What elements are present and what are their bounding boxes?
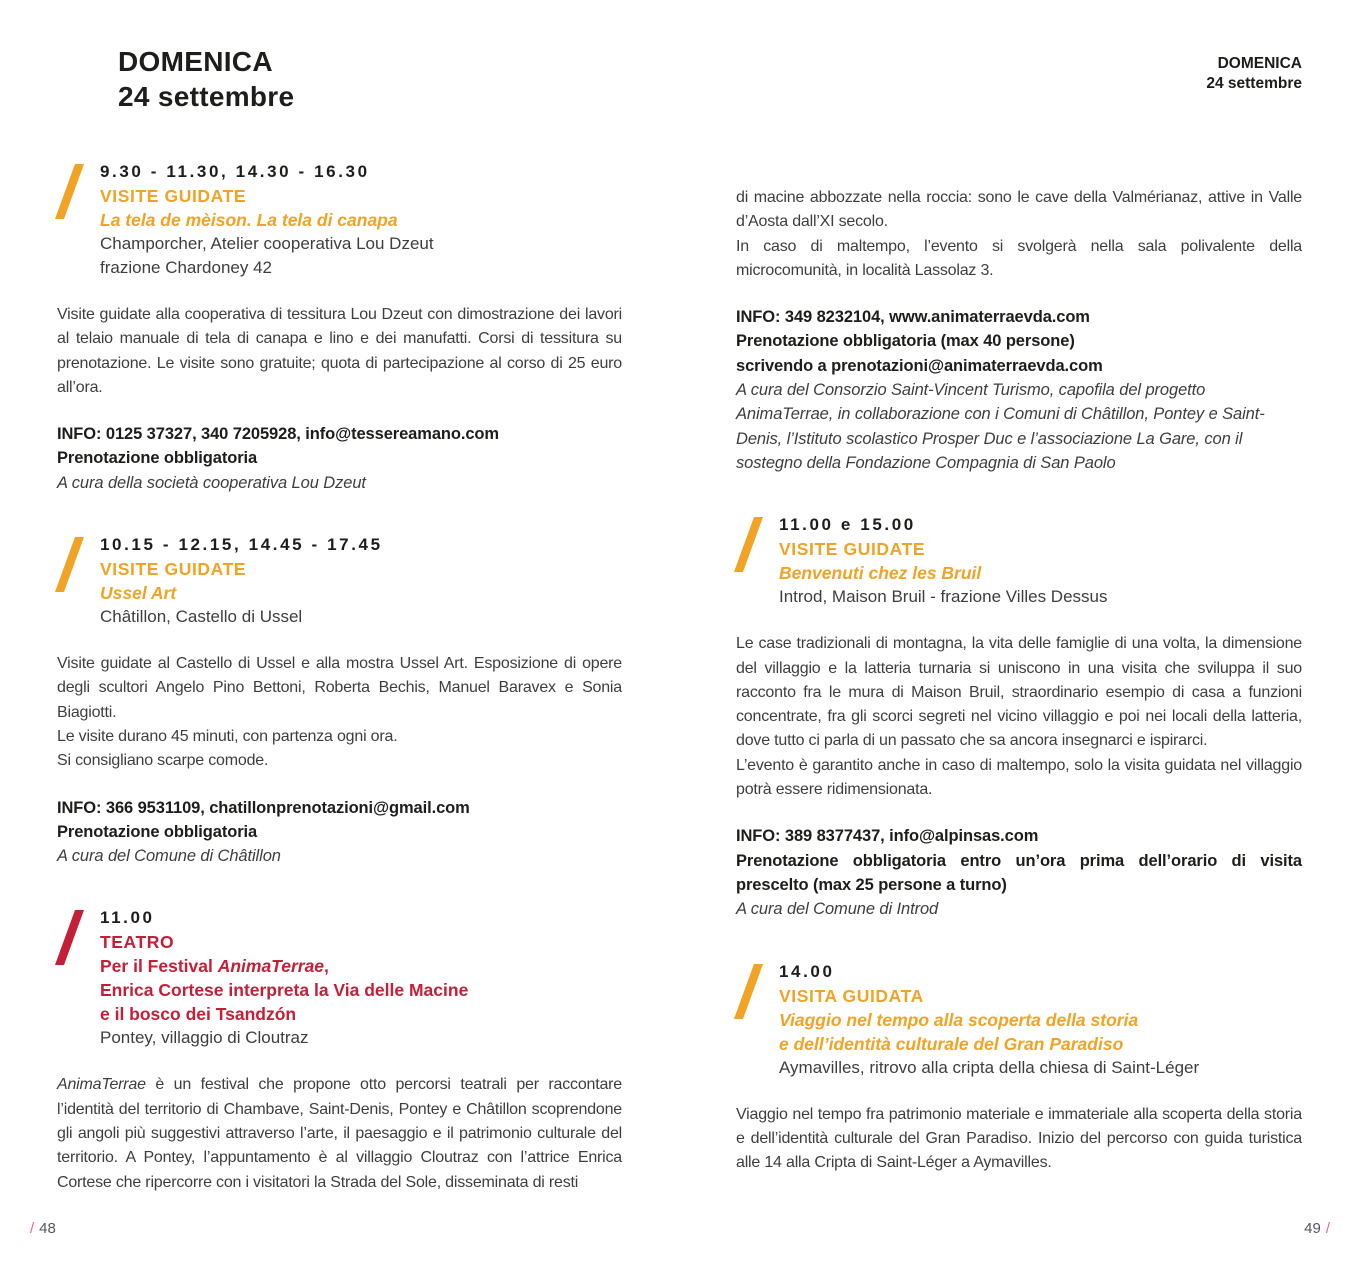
event-location-line: Châtillon, Castello di Ussel: [100, 607, 303, 627]
info-bold-line: INFO: 0125 37327, 340 7205928, info@tessereamano.com: [57, 425, 499, 444]
running-head-day: DOMENICA: [1217, 55, 1302, 72]
info-credit-line: A cura del Comune di Introd: [736, 900, 939, 919]
paragraph-block: [736, 186, 1302, 283]
page-number-left: [30, 1219, 56, 1239]
page-number-right-value: 49: [1304, 1220, 1321, 1237]
event-category: VISITA GUIDATA: [779, 985, 924, 1006]
page-number-right: [1304, 1219, 1330, 1239]
event-title-line: [100, 978, 622, 1002]
page-title-day: DOMENICA: [118, 46, 273, 77]
paragraph-segment: [736, 186, 1302, 235]
info-bold-line: Prenotazione obbligatoria entro un’ora prima dell’orario di visita prescelto (max 25 persone a turno): [736, 851, 1302, 894]
slash-icon: [734, 517, 763, 572]
event-time: 9.30 - 11.30, 14.30 - 16.30: [100, 162, 370, 181]
info-bold-line: scrivendo a prenotazioni@animaterraevda.com: [736, 356, 1103, 375]
info-bold-line: Prenotazione obbligatoria (max 40 persone): [736, 332, 1075, 351]
text-run: Viaggio nel tempo alla scoperta della storia: [779, 1009, 1139, 1030]
event-block: [57, 906, 622, 1050]
info-block: [57, 422, 622, 495]
paragraph-block: [736, 1103, 1302, 1176]
paragraph-segment: [57, 725, 622, 749]
event-category: VISITE GUIDATE: [779, 539, 926, 560]
paragraph-segment: [57, 652, 622, 725]
text-run: ,: [324, 956, 329, 977]
paragraph-segment: [736, 235, 1302, 284]
page-title-date: 24 settembre: [118, 81, 295, 112]
slash-icon: [55, 164, 84, 219]
paragraph-segment: [57, 749, 622, 773]
text-run: Le visite durano 45 minuti, con partenza ogni ora.: [57, 727, 398, 745]
paragraph-segment: [57, 303, 622, 400]
event-title-line: [779, 1032, 1302, 1056]
slash-icon: [55, 537, 84, 592]
event-block: [57, 160, 622, 280]
text-run: Benvenuti chez les Bruil: [779, 563, 982, 584]
event-block: [57, 533, 622, 629]
info-bold-line: INFO: 389 8377437, info@alpinsas.com: [736, 827, 1039, 846]
paragraph-block: [57, 652, 622, 773]
page-number-slash-icon: /: [30, 1220, 35, 1237]
page-number-slash-icon: /: [1325, 1220, 1330, 1237]
event-block: [736, 960, 1302, 1080]
text-run: Visite guidate alla cooperativa di tessitura Lou Dzeut con dimostrazione dei lavori al telaio manuale di tela di canapa e lino e dei manufatti. Corsi di tessitura su prenotazione. Le visite sono gratuite; quota di partecipazione al corso di 25 euro all’ora.: [57, 306, 622, 396]
event-time: 10.15 - 12.15, 14.45 - 17.45: [100, 535, 383, 555]
text-run: AnimaTerrae: [57, 1076, 146, 1094]
text-run: Le case tradizionali di montagna, la vita delle famiglie di una volta, la dimensione del villaggio e la latteria turnaria si uniscono in una visita che sviluppa il suo racconto fra le mura di Maison Bruil, straordinario esempio di casa a funzioni concentrate, fra gli scorci segreti nel vicino villaggio e poi nei locali della latteria, dove tutto ci parla di un passato che sa ancora insegnarci e ispirarci.: [736, 635, 1302, 750]
text-run: di macine abbozzate nella roccia: sono le cave della Valmérianaz, attive in Valle d’Aosta dall’XI secolo.: [736, 189, 1302, 231]
event-title-line: [100, 581, 622, 605]
info-block: [57, 796, 622, 869]
column-left: [57, 160, 622, 1195]
event-category: VISITE GUIDATE: [100, 559, 247, 580]
info-bold-line: Prenotazione obbligatoria: [57, 449, 258, 468]
event-location-line: Champorcher, Atelier cooperativa Lou Dzeut: [100, 234, 434, 253]
event-title-line: [779, 561, 1302, 585]
event-time: 11.00: [100, 908, 155, 928]
info-bold-line: INFO: 349 8232104, www.animaterraevda.com: [736, 308, 1090, 327]
slash-icon: [55, 910, 84, 965]
event-title-line: [100, 1002, 622, 1026]
event-title-line: [779, 1008, 1302, 1032]
text-run: AnimaTerrae: [217, 956, 325, 977]
event-location-line: Introd, Maison Bruil - frazione Villes Dessus: [779, 587, 1108, 607]
paragraph-segment: [736, 1103, 1302, 1176]
text-run: L’evento è garantito anche in caso di maltempo, solo la visita guidata nel villaggio potrà essere ridimensionata.: [736, 756, 1302, 799]
running-head-date: 24 settembre: [1206, 75, 1302, 92]
page-title: [118, 44, 294, 114]
info-credit-line: A cura del Consorzio Saint-Vincent Turismo, capofila del progetto AnimaTerrae, in collaborazione con i Comuni di Châtillon, Pontey e Saint-Denis, l’Istituto scolastico Prosper Duc e l’associazione La Gare, con il sostegno della Fondazione Compagnia di San Paolo: [736, 381, 1265, 472]
text-run: Visite guidate al Castello di Ussel e alla mostra Ussel Art. Esposizione di opere degli scultori Angelo Pino Bettoni, Roberta Bechis, Manuel Baravex e Sonia Biagiotti.: [57, 655, 622, 721]
paragraph-segment: [736, 754, 1302, 803]
paragraph-block: [57, 1073, 622, 1194]
event-location-line: frazione Chardoney 42: [100, 258, 273, 277]
column-right: [736, 163, 1302, 1175]
text-run: è un festival che propone otto percorsi teatrali per raccontare l’identità del territorio di Chambave, Saint-Denis, Pontey e Châtillon scoprendone gli angoli più suggestivi attraverso l’arte, il paesaggio e il patrimonio culturale del territorio. A Pontey, l’appuntamento è al villaggio Cloutraz con l’attrice Enrica Cortese che ripercorre con i visitatori la Strada del Sole, disseminata di resti: [57, 1076, 622, 1191]
event-location-line: Pontey, villaggio di Cloutraz: [100, 1028, 309, 1048]
page-number-left-value: 48: [39, 1220, 56, 1237]
info-block: [736, 824, 1302, 921]
event-category: TEATRO: [100, 932, 175, 953]
event-block: [736, 513, 1302, 609]
event-title-line: [100, 208, 622, 232]
text-run: Enrica Cortese interpreta la Via delle Macine: [100, 980, 469, 1001]
paragraph-segment: [57, 1073, 622, 1194]
info-credit-line: A cura del Comune di Châtillon: [57, 847, 281, 866]
event-time: 14.00: [779, 961, 835, 981]
info-bold-line: INFO: 366 9531109, chatillonprenotazioni@gmail.com: [57, 798, 470, 817]
info-credit-line: A cura della società cooperativa Lou Dzeut: [57, 473, 366, 492]
text-run: In caso di maltempo, l’evento si svolgerà nella sala polivalente della microcomunità, in località Lassolaz 3.: [736, 237, 1302, 279]
info-block: [736, 305, 1302, 475]
running-head: [1206, 54, 1302, 94]
text-run: La tela de mèison. La tela di canapa: [100, 210, 398, 230]
paragraph-block: [736, 632, 1302, 802]
event-location-line: Aymavilles, ritrovo alla cripta della chiesa di Saint-Léger: [779, 1057, 1200, 1077]
event-title-line: [100, 954, 622, 978]
info-bold-line: Prenotazione obbligatoria: [57, 822, 258, 841]
text-run: Si consigliano scarpe comode.: [57, 752, 269, 770]
text-run: Per il Festival: [100, 956, 218, 977]
event-time: 11.00 e 15.00: [779, 515, 916, 535]
text-run: e il bosco dei Tsandzón: [100, 1004, 297, 1025]
event-category: VISITE GUIDATE: [100, 186, 247, 206]
text-run: Viaggio nel tempo fra patrimonio materiale e immateriale alla scoperta della storia e dell’identità culturale del Gran Paradiso. Inizio del percorso con guida turistica alle 14 alla Cripta di Saint-Léger a Aymavilles.: [736, 1105, 1302, 1172]
paragraph-block: [57, 303, 622, 400]
text-run: Ussel Art: [100, 583, 177, 604]
text-run: e dell’identità culturale del Gran Paradiso: [779, 1033, 1124, 1054]
paragraph-segment: [736, 632, 1302, 753]
slash-icon: [734, 964, 763, 1019]
